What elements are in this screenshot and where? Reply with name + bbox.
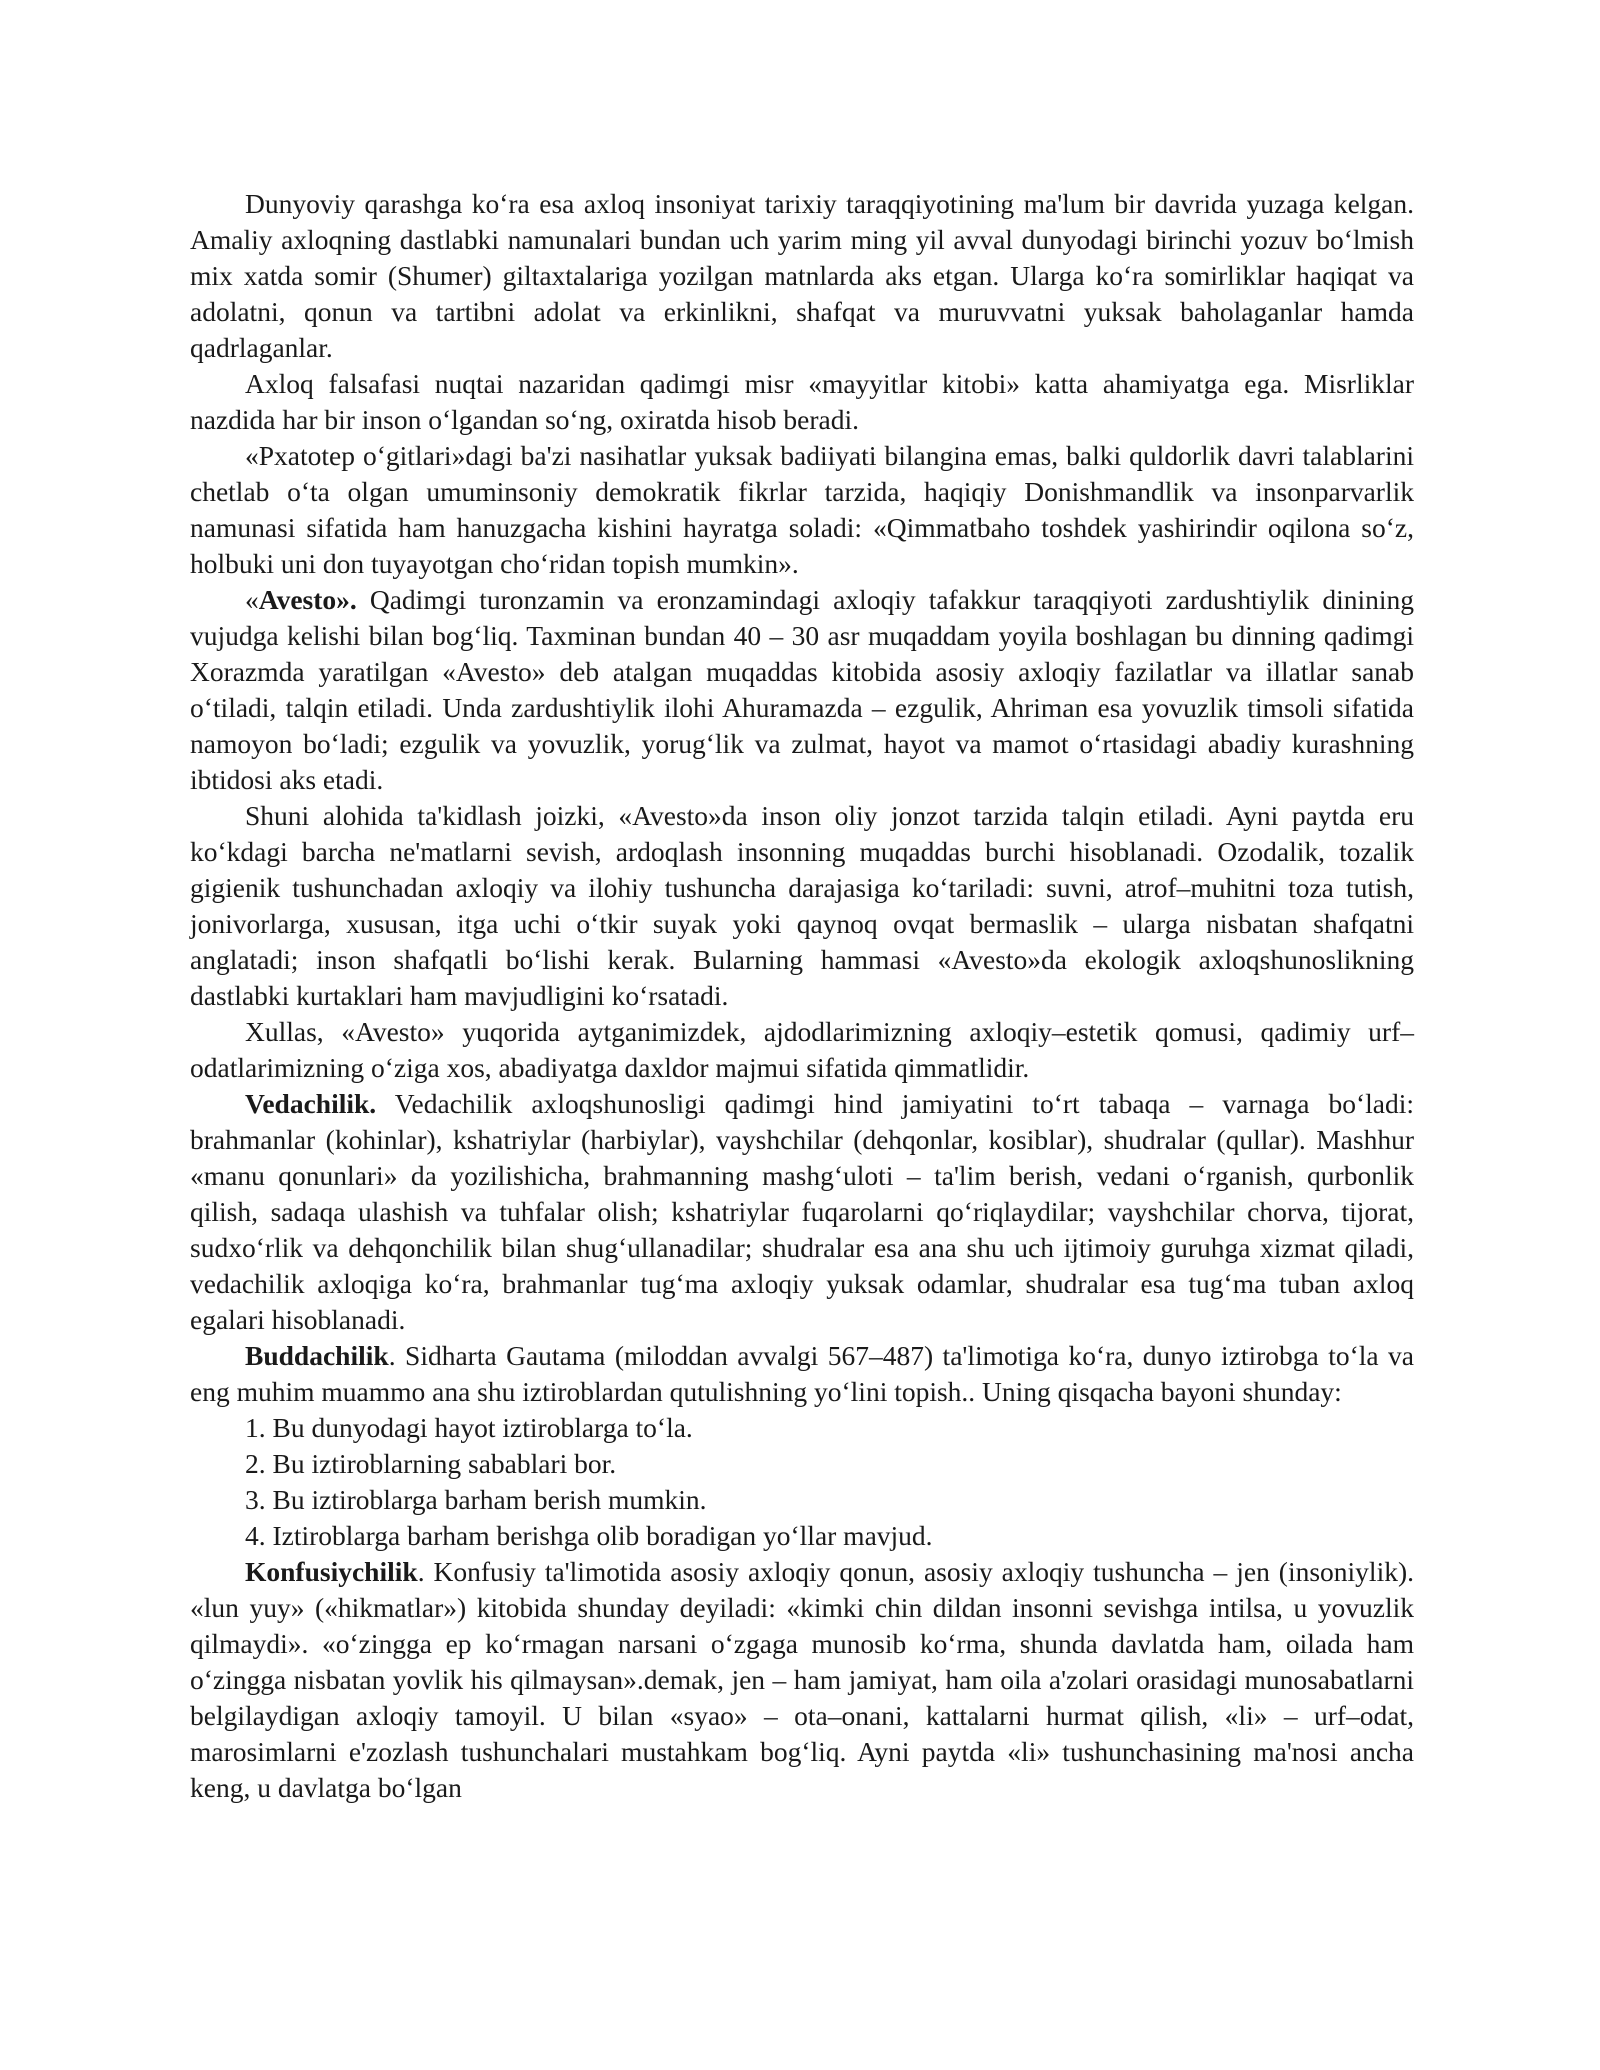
vedachilik-term: Vedachilik. bbox=[245, 1088, 377, 1119]
paragraph-buddachilik bbox=[190, 1338, 1414, 1410]
konfusiychilik-term: Konfusiychilik bbox=[245, 1556, 418, 1587]
paragraph-avesto bbox=[190, 582, 1414, 798]
list-item: 4. Iztiroblarga barham berishga olib boradigan yo‘llar mavjud. bbox=[245, 1520, 933, 1551]
paragraph-konfusiychilik bbox=[190, 1554, 1414, 1806]
paragraph-book-of-dead: Axloq falsafasi nuqtai nazaridan qadimgi misr «mayyitlar kitobi» katta ahamiyatga ega. Misrliklar nazdida har bir inson o‘lgandan so‘ng, oxiratda hisob beradi. bbox=[190, 368, 1414, 435]
paragraph-ptahhotep: «Pxatotep o‘gitlari»dagi ba'zi nasihatlar yuksak badiiyati bilangina emas, balki quldorlik davri talablarini chetlab o‘ta olgan umuminsoniy demokratik fikrlar tarzida, haqiqiy Donishmandlik va insonparvarlik namunasi sifatida ham hanuzgacha kishini hayratga soladi: «Qimmatbaho toshdek yashirindir oqilona so‘z, holbuki uni don tuyayotgan cho‘ridan topish mumkin». bbox=[190, 440, 1414, 579]
avesto-open-quote: « bbox=[245, 584, 259, 615]
paragraph-worldview: Dunyoviy qarashga ko‘ra esa axloq insoniyat tarixiy taraqqiyotining ma'lum bir davrida yuzaga kelgan. Amaliy axloqning dastlabki namunalari bundan uch yarim ming yil avval dunyodagi birinchi yozuv bo‘lmish mix xatda somir (Shumer) giltaxtalariga yozilgan matnlarda aks etgan. Ularga ko‘ra somirliklar haqiqat va adolatni, qonun va tartibni adolat va erkinlikni, shafqat va muruvvatni yuksak baholaganlar hamda qadrlaganlar. bbox=[190, 188, 1414, 363]
paragraph-avesto-summary: Xullas, «Avesto» yuqorida aytganimizdek, ajdodlarimizning axloqiy–estetik qomusi, qadimiy urf–odatlarimizning o‘ziga xos, abadiyatga daxldor majmui sifatida qimmatlidir. bbox=[190, 1016, 1414, 1083]
document-page bbox=[190, 186, 1414, 1806]
avesto-body: Qadimgi turonzamin va eronzamindagi axloqiy tafakkur taraqqiyoti zardushtiylik dinining vujudga kelishi bilan bog‘liq. Taxminan bundan 40 – 30 asr muqaddam yoyila boshlagan bu dinning qadimgi Xorazmda yaratilgan «Avesto» deb atalgan muqaddas kitobida asosiy axloqiy fazilatlar va illatlar sanab o‘tiladi, talqin etiladi. Unda zardushtiylik ilohi Ahuramazda – ezgulik, Ahriman esa yovuzlik timsoli sifatida namoyon bo‘ladi; ezgulik va yovuzlik, yorug‘lik va zulmat, hayot va mamot o‘rtasidagi abadiy kurashning ibtidosi aks etadi. bbox=[190, 584, 1414, 795]
konfusiychilik-body: . Konfusiy ta'limotida asosiy axloqiy qonun, asosiy axloqiy tushuncha – jen (insoniylik). «lun yuy» («hikmatlar») kitobida shunday deyiladi: «kimki chin dildan insonni sevishga intilsa, u yovuzlik qilmaydi». «o‘zingga ep ko‘rmagan narsani o‘zgaga munosib ko‘rma, shunda davlatda ham, oilada ham o‘zingga nisbatan yovlik his qilmaysan».demak, jen – ham jamiyat, ham oila a'zolari orasidagi munosabatlarni belgilaydigan axloqiy tamoyil. U bilan «syao» – ota–onani, kattalarni hurmat qilish, «li» – urf–odat, marosimlarni e'zozlash tushunchalari mustahkam bog‘liq. Ayni paytda «li» tushunchasining ma'nosi ancha keng, u davlatga bo‘lgan bbox=[190, 1556, 1414, 1803]
paragraph-vedachilik bbox=[190, 1086, 1414, 1338]
list-item: 2. Bu iztiroblarning sabablari bor. bbox=[245, 1448, 617, 1479]
buddachilik-term: Buddachilik bbox=[245, 1340, 389, 1371]
paragraph-avesto-human: Shuni alohida ta'kidlash joizki, «Avesto»da inson oliy jonzot tarzida talqin etiladi. Ayni paytda eru ko‘kdagi barcha ne'matlarni sevish, ardoqlash insonning muqaddas burchi hisoblanadi. Ozodalik, tozalik gigienik tushunchadan axloqiy va ilohiy tushuncha darajasiga ko‘tariladi: suvni, atrof–muhitni toza tutish, jonivorlarga, xususan, itga uchi o‘tkir suyak yoki qaynoq ovqat bermaslik – ularga nisbatan shafqatni anglatadi; inson shafqatli bo‘lishi kerak. Bularning hammasi «Avesto»da ekologik axloqshunoslikning dastlabki kurtaklari ham mavjudligini ko‘rsatadi. bbox=[190, 800, 1414, 1011]
buddachilik-body: . Sidharta Gautama (miloddan avvalgi 567–487) ta'limotiga ko‘ra, dunyo iztirobga to‘la va eng muhim muammo ana shu iztiroblardan qutulishning yo‘lini topish.. Uning qisqacha bayoni shunday: bbox=[190, 1340, 1414, 1407]
vedachilik-body: Vedachilik axloqshunosligi qadimgi hind jamiyatini to‘rt tabaqa – varnaga bo‘ladi: brahmanlar (kohinlar), kshatriylar (harbiylar), vayshchilar (dehqonlar, kosiblar), shudralar (qullar). Mashhur «manu qonunlari» da yozilishicha, brahmanning mashg‘uloti – ta'lim berish, vedani o‘rganish, qurbonlik qilish, sadaqa ulashish va tuhfalar olish; kshatriylar fuqarolarni qo‘riqlaydilar; vayshchilar chorva, tijorat, sudxo‘rlik va dehqonchilik bilan shug‘ullanadilar; shudralar esa ana shu uch ijtimoiy guruhga xizmat qiladi, vedachilik axloqiga ko‘ra, brahmanlar tug‘ma axloqiy yuksak odamlar, shudralar esa tug‘ma tuban axloq egalari hisoblanadi. bbox=[190, 1088, 1414, 1335]
list-item: 1. Bu dunyodagi hayot iztiroblarga to‘la. bbox=[245, 1412, 693, 1443]
list-item: 3. Bu iztiroblarga barham berish mumkin. bbox=[245, 1484, 707, 1515]
avesto-term: Avesto». bbox=[258, 584, 357, 615]
